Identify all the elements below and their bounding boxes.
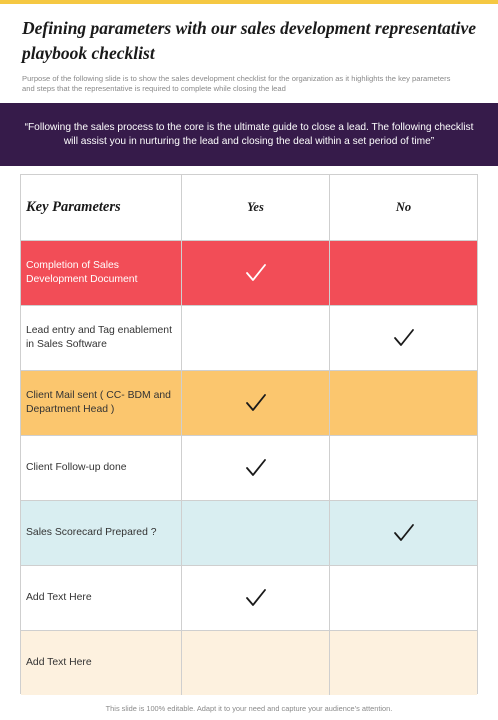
table-row (21, 565, 477, 630)
parameter-cell (21, 241, 181, 305)
table-row (21, 370, 477, 435)
table-row (21, 240, 477, 305)
parameter-label: Sales Scorecard Prepared ? (26, 527, 157, 538)
table-row (21, 630, 477, 695)
parameter-label: Add Text Here (26, 657, 92, 668)
no-cell (329, 306, 477, 370)
check-icon (245, 263, 267, 283)
no-cell (329, 631, 477, 695)
no-cell (329, 241, 477, 305)
header-cell-parameters (21, 175, 181, 240)
parameter-cell (21, 631, 181, 695)
no-cell (329, 436, 477, 500)
no-cell (329, 371, 477, 435)
parameter-label: Client Follow-up done (26, 462, 127, 473)
header-no-label: No (395, 200, 412, 214)
yes-cell (181, 306, 329, 370)
parameter-label: Completion of Sales Development Document (26, 260, 138, 285)
yes-cell (181, 631, 329, 695)
yes-cell (181, 566, 329, 630)
no-cell (329, 566, 477, 630)
quote-banner-text: “Following the sales process to the core is the ultimate guide to close a lead. The following checklist will assist you in nurturing the lead and closing the deal within a set period of time” (24, 121, 474, 147)
checklist-table (20, 174, 478, 694)
yes-cell (181, 241, 329, 305)
header-yes-label: Yes (247, 200, 264, 214)
check-icon (245, 393, 267, 413)
yes-cell (181, 371, 329, 435)
parameter-cell (21, 566, 181, 630)
table-row (21, 500, 477, 565)
no-cell (329, 501, 477, 565)
table-header-row (21, 175, 477, 240)
parameter-label: Add Text Here (26, 592, 92, 603)
quote-banner (0, 103, 498, 166)
page-subtitle: Purpose of the following slide is to show the sales development checklist for the organization as it highlights the key parameters and steps that the representative is required to complete while closing the lead (22, 74, 451, 93)
yes-cell (181, 501, 329, 565)
header-cell-no (329, 175, 477, 240)
check-icon (245, 588, 267, 608)
yes-cell (181, 436, 329, 500)
header-parameters-label: Key Parameters (26, 199, 121, 215)
table-row (21, 305, 477, 370)
check-icon (393, 523, 415, 543)
parameter-label: Client Mail sent ( CC- BDM and Department Head ) (26, 390, 171, 415)
parameter-cell (21, 306, 181, 370)
table-row (21, 435, 477, 500)
check-icon (393, 328, 415, 348)
header-cell-yes (181, 175, 329, 240)
page-title: Defining parameters with our sales development representative playbook checklist (22, 18, 477, 63)
top-accent-line (0, 0, 498, 4)
parameter-cell (21, 501, 181, 565)
footer-note: This slide is 100% editable. Adapt it to your need and capture your audience’s attention. (105, 704, 393, 713)
parameter-cell (21, 371, 181, 435)
check-icon (245, 458, 267, 478)
parameter-cell (21, 436, 181, 500)
parameter-label: Lead entry and Tag enablement in Sales Software (26, 325, 172, 350)
